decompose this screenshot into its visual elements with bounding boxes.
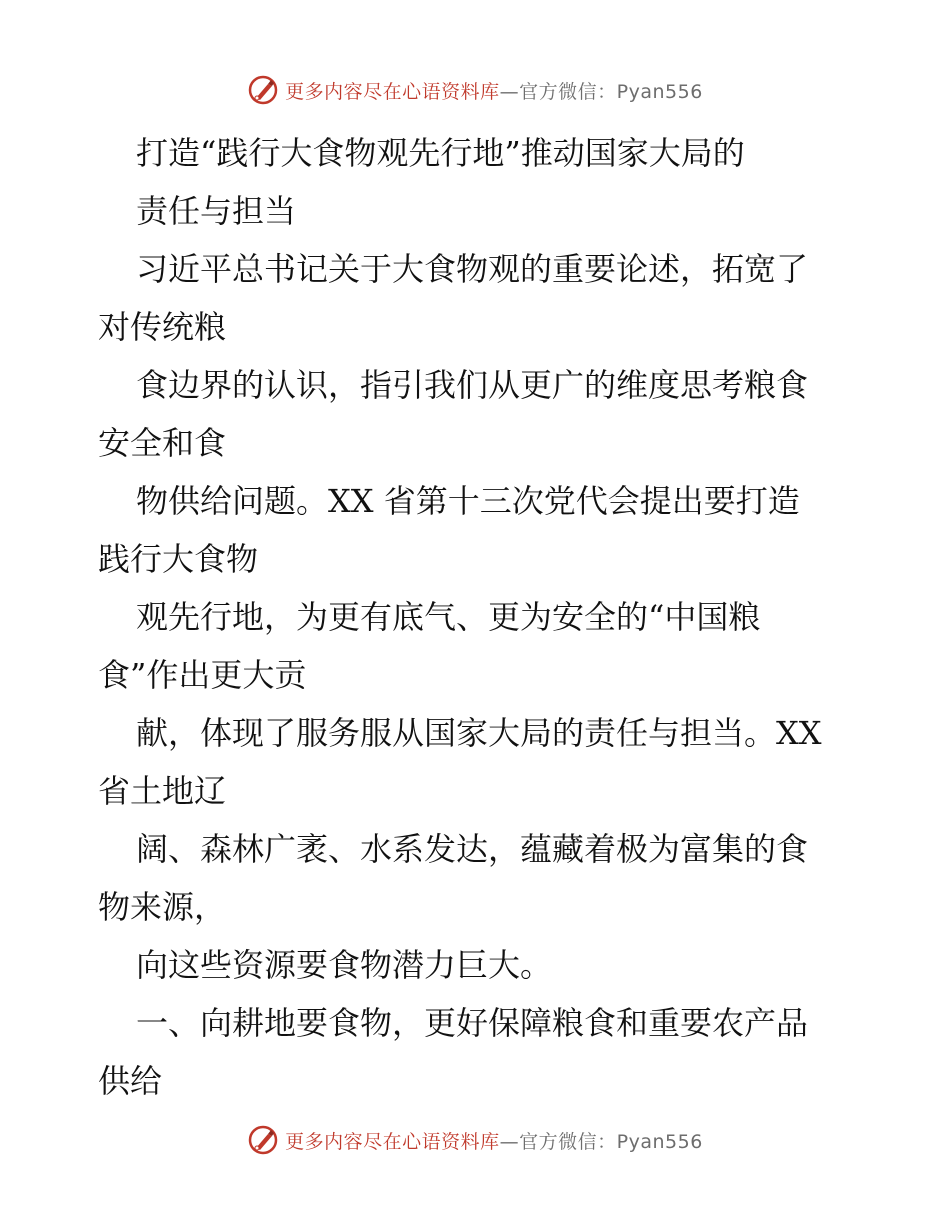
header-banner-wechat: 官方微信：Pyan556 (519, 80, 703, 103)
doc-line-17: 供给 (98, 1062, 163, 1100)
footer-banner[interactable] (0, 1120, 950, 1160)
doc-line-7: 物供给问题。XX 省第十三次党代会提出要打造 (136, 482, 800, 520)
footer-banner-wechat: 官方微信：Pyan556 (519, 1130, 703, 1153)
header-banner-text (285, 77, 703, 104)
pen-nib-logo-icon (247, 74, 279, 106)
doc-line-13: 阔、森林广袤、水系发达，蕴藏着极为富集的食 (136, 830, 809, 868)
doc-line-4: 对传统粮 (98, 308, 227, 346)
doc-line-12: 省土地辽 (98, 772, 227, 810)
document-body (98, 124, 858, 1110)
doc-line-11: 献，体现了服务服从国家大局的责任与担当。XX (136, 714, 822, 752)
doc-line-16: 一、向耕地要食物，更好保障粮食和重要农产品 (136, 1004, 809, 1042)
header-banner[interactable] (0, 70, 950, 110)
doc-line-3: 习近平总书记关于大食物观的重要论述，拓宽了 (136, 250, 809, 288)
footer-banner-text (285, 1127, 703, 1154)
doc-line-10: 食”作出更大贡 (98, 656, 307, 694)
doc-line-14: 物来源， (98, 888, 227, 926)
doc-line-9: 观先行地，为更有底气、更为安全的“中国粮 (136, 598, 761, 636)
doc-line-6: 安全和食 (98, 424, 227, 462)
header-banner-red: 更多内容尽在心语资料库 (285, 80, 500, 103)
doc-line-5: 食边界的认识，指引我们从更广的维度思考粮食 (136, 366, 809, 404)
pen-nib-logo-icon (247, 1124, 279, 1156)
footer-banner-red: 更多内容尽在心语资料库 (285, 1130, 500, 1153)
footer-banner-separator: — (499, 1130, 520, 1153)
header-banner-separator: — (499, 80, 520, 103)
doc-line-8: 践行大食物 (98, 540, 259, 578)
doc-line-2: 责任与担当 (136, 192, 297, 230)
doc-line-1: 打造“践行大食物观先行地”推动国家大局的 (136, 134, 745, 172)
doc-line-15: 向这些资源要食物潜力巨大。 (136, 946, 553, 984)
